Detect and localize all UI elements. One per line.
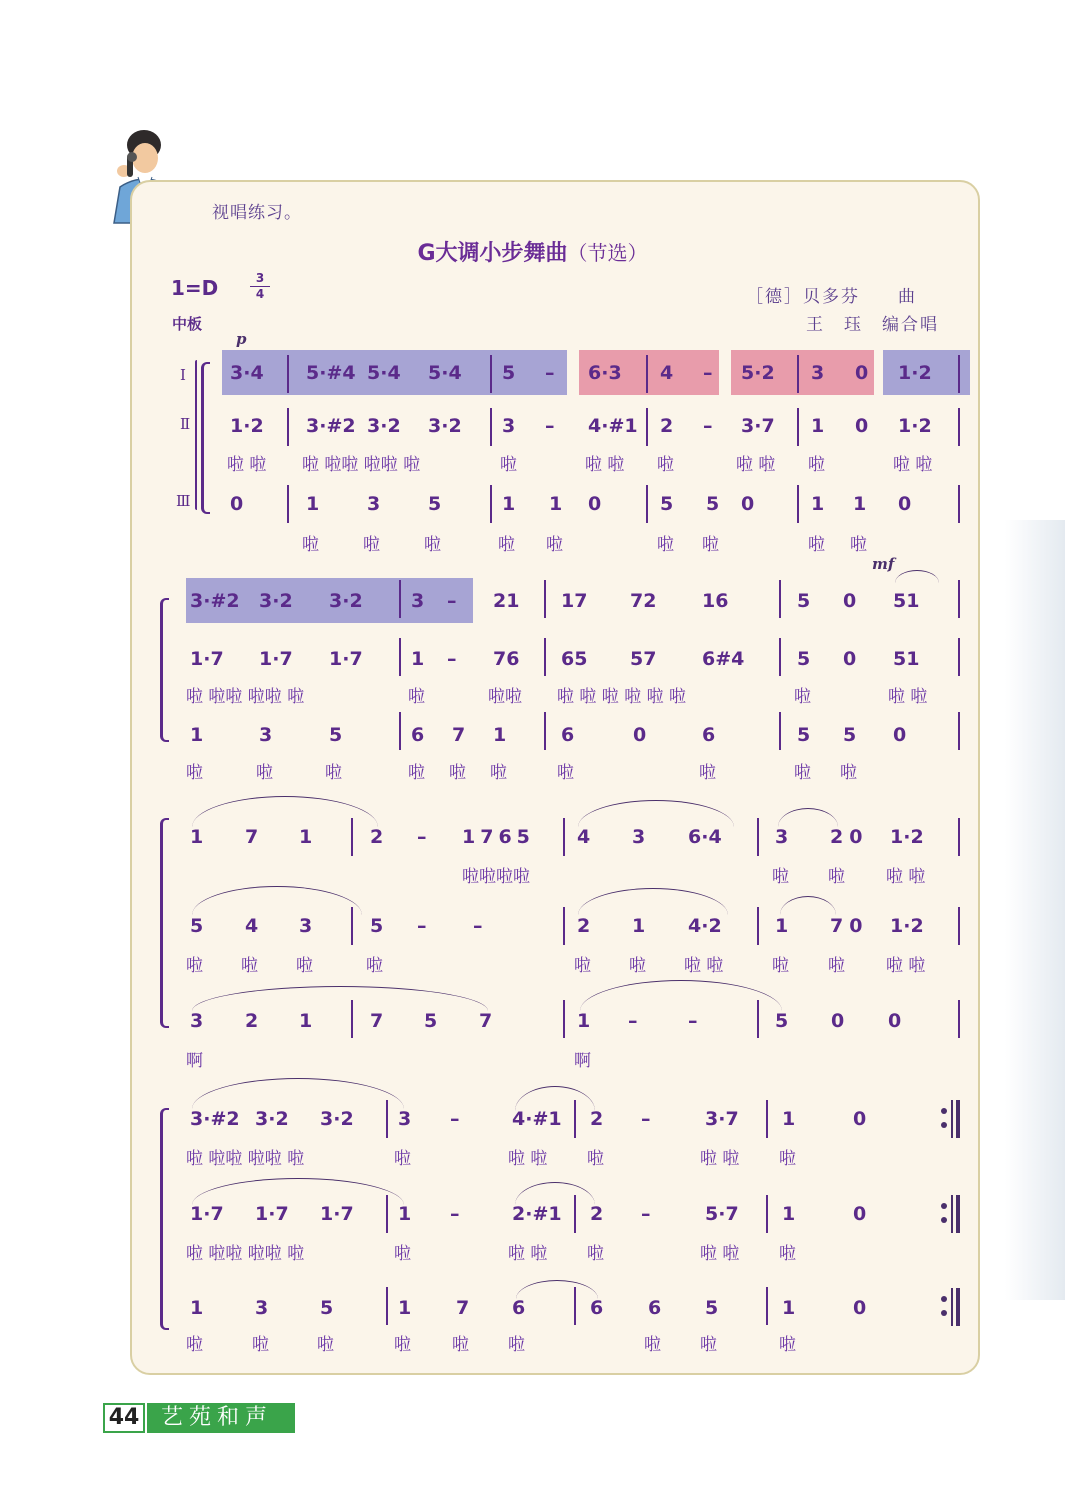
note: 1 xyxy=(299,1010,313,1032)
song-title-suffix: （节选） xyxy=(567,241,648,265)
note: 3·2 xyxy=(428,415,462,437)
lyric: 啦 啦 xyxy=(886,867,926,887)
time-signature-top: 3 xyxy=(255,271,265,285)
note: – xyxy=(703,415,713,437)
barline xyxy=(646,485,648,523)
note: 1 xyxy=(190,1297,204,1319)
note: 1 xyxy=(398,1203,412,1225)
lyric: 啊 xyxy=(574,1051,591,1071)
lyric: 啦 啦 xyxy=(886,956,926,976)
note: 2·#1 xyxy=(512,1203,562,1225)
note: 5 xyxy=(797,648,811,670)
system-brace xyxy=(160,598,169,742)
lyric: 啦 xyxy=(772,867,789,887)
lyric: 啦 xyxy=(546,535,563,555)
barline xyxy=(646,408,648,446)
note: 1·7 xyxy=(320,1203,354,1225)
note: 1 xyxy=(190,826,204,848)
intro-text: 视唱练习。 xyxy=(212,203,302,223)
barline xyxy=(490,355,492,393)
lyric: 啦 xyxy=(408,763,425,783)
note: 5 xyxy=(797,590,811,612)
barline xyxy=(757,818,759,856)
note: 1 xyxy=(493,724,507,746)
note: 1765 xyxy=(462,826,535,848)
note: 70 xyxy=(830,915,869,937)
note: 3 xyxy=(367,493,381,515)
note: – xyxy=(545,362,555,384)
lyric: 啦 xyxy=(657,455,674,475)
barline xyxy=(399,638,401,676)
note: – xyxy=(641,1203,651,1225)
lyric: 啦 啦啦 啦啦 啦 xyxy=(302,455,421,475)
note: 6 xyxy=(648,1297,662,1319)
note: 4·#1 xyxy=(512,1108,562,1130)
lyric: 啦 啦啦 啦啦 啦 xyxy=(186,1244,305,1264)
note: 1·7 xyxy=(259,648,293,670)
lyric: 啦 xyxy=(779,1244,796,1264)
note: 1 xyxy=(411,648,425,670)
lyric: 啦 xyxy=(772,956,789,976)
note: – xyxy=(641,1108,651,1130)
lyric: 啦 xyxy=(241,956,258,976)
lyric: 啦 啦 xyxy=(684,956,724,976)
voice-label-1: Ⅰ xyxy=(180,366,186,384)
lyric: 啦 xyxy=(394,1335,411,1355)
note: 3·2 xyxy=(367,415,401,437)
barline xyxy=(766,1195,768,1233)
lyric: 啦 xyxy=(252,1335,269,1355)
system-brace xyxy=(160,818,169,1028)
lyric: 啦 xyxy=(424,535,441,555)
note: 5·2 xyxy=(741,362,775,384)
song-title xyxy=(0,236,1065,267)
note: 0 xyxy=(853,1108,867,1130)
note: 3 xyxy=(299,915,313,937)
note: 51 xyxy=(893,590,920,612)
lyric: 啦 xyxy=(779,1149,796,1169)
barline xyxy=(399,712,401,750)
note: 21 xyxy=(493,590,520,612)
note: 5·4 xyxy=(428,362,462,384)
note: 51 xyxy=(893,648,920,670)
note: 7 xyxy=(479,1010,493,1032)
lyric: 啦 xyxy=(452,1335,469,1355)
note: 3·#2 xyxy=(306,415,356,437)
barline xyxy=(287,355,289,393)
note: 4 xyxy=(245,915,259,937)
barline xyxy=(797,485,799,523)
barline xyxy=(490,485,492,523)
note: 5 xyxy=(329,724,343,746)
barline xyxy=(386,1287,388,1325)
note: – xyxy=(545,415,555,437)
lyric: 啦 xyxy=(779,1335,796,1355)
barline xyxy=(766,1287,768,1325)
barline xyxy=(958,355,960,393)
lyric: 啦 xyxy=(828,867,845,887)
note: – xyxy=(447,590,457,612)
note: 0 xyxy=(588,493,602,515)
section-name: 艺苑和声 xyxy=(147,1403,295,1433)
note: 3 xyxy=(255,1297,269,1319)
barline xyxy=(766,1100,768,1138)
barline xyxy=(958,485,960,523)
note: – xyxy=(447,648,457,670)
barline xyxy=(958,1000,960,1038)
note: 16 xyxy=(702,590,729,612)
lyric: 啦 啦 xyxy=(585,455,625,475)
note: 5 xyxy=(370,915,384,937)
barline xyxy=(351,1000,353,1038)
note: 65 xyxy=(561,648,588,670)
note: 17 xyxy=(561,590,588,612)
lyric: 啦 xyxy=(366,956,383,976)
note: 5 xyxy=(705,1297,719,1319)
page-edge-shadow xyxy=(1005,520,1065,1300)
note: 1 xyxy=(811,493,825,515)
lyric: 啦 xyxy=(394,1149,411,1169)
lyric: 啦 xyxy=(850,535,867,555)
lyric: 啦 xyxy=(828,956,845,976)
note: 1 xyxy=(775,915,789,937)
note: 4 xyxy=(660,362,674,384)
page-number: 44 xyxy=(103,1403,145,1433)
barline xyxy=(386,1100,388,1138)
note: 1·7 xyxy=(190,648,224,670)
repeat-sign-icon xyxy=(938,1286,962,1328)
note: 5·7 xyxy=(705,1203,739,1225)
lyric: 啊 xyxy=(186,1051,203,1071)
barline xyxy=(351,907,353,945)
lyric: 啦 啦 xyxy=(888,687,928,707)
voice-label-3: Ⅲ xyxy=(176,492,191,510)
lyric: 啦 xyxy=(394,1244,411,1264)
note: 1 xyxy=(782,1297,796,1319)
note: 1 xyxy=(782,1108,796,1130)
barline xyxy=(797,355,799,393)
note: – xyxy=(703,362,713,384)
note: 7 xyxy=(370,1010,384,1032)
lyric: 啦 xyxy=(657,535,674,555)
note: 6·3 xyxy=(588,362,622,384)
note: 1 xyxy=(190,724,204,746)
note: 6 xyxy=(411,724,425,746)
note: 2 xyxy=(660,415,674,437)
note: 3·2 xyxy=(329,590,363,612)
note: 1 xyxy=(577,1010,591,1032)
note: 0 xyxy=(898,493,912,515)
note: 3 xyxy=(632,826,646,848)
time-signature-bottom: 4 xyxy=(255,287,265,301)
note: 5·#4 xyxy=(306,362,356,384)
lyric: 啦 xyxy=(699,763,716,783)
note: 3·4 xyxy=(230,362,264,384)
lyric: 啦 xyxy=(317,1335,334,1355)
note: 1 xyxy=(811,415,825,437)
note: 0 xyxy=(853,1297,867,1319)
note: 1 xyxy=(502,493,516,515)
note: 3 xyxy=(811,362,825,384)
note: 1 xyxy=(549,493,563,515)
barline xyxy=(287,408,289,446)
barline xyxy=(351,818,353,856)
lyric: 啦 啦 xyxy=(736,455,776,475)
repeat-sign-icon xyxy=(938,1193,962,1235)
barline xyxy=(287,485,289,523)
barline xyxy=(544,580,546,618)
note: 2 xyxy=(590,1108,604,1130)
note: 1 xyxy=(853,493,867,515)
note: 0 xyxy=(855,362,869,384)
barline xyxy=(563,907,565,945)
note: 3·7 xyxy=(705,1108,739,1130)
dynamic-piano: p xyxy=(236,330,247,348)
barline xyxy=(574,1287,576,1325)
lyric: 啦啦 xyxy=(488,687,522,707)
note: 0 xyxy=(888,1010,902,1032)
lyric: 啦 xyxy=(449,763,466,783)
note: 4·2 xyxy=(688,915,722,937)
barline xyxy=(646,355,648,393)
barline xyxy=(958,907,960,945)
lyric: 啦 啦 xyxy=(700,1149,740,1169)
time-signature xyxy=(250,272,270,301)
lyric: 啦 xyxy=(186,763,203,783)
note: 3 xyxy=(259,724,273,746)
repeat-sign-icon xyxy=(938,1098,962,1140)
note: 2 xyxy=(577,915,591,937)
note: – xyxy=(450,1108,460,1130)
note: 5 xyxy=(797,724,811,746)
note: – xyxy=(417,826,427,848)
note: 57 xyxy=(630,648,657,670)
note: 6 xyxy=(590,1297,604,1319)
lyric: 啦 啦 xyxy=(227,455,267,475)
note: 0 xyxy=(843,590,857,612)
barline xyxy=(386,1195,388,1233)
system-brace xyxy=(201,362,210,514)
note: 5 xyxy=(706,493,720,515)
barline xyxy=(757,1000,759,1038)
lyric: 啦 xyxy=(557,763,574,783)
note: 7 xyxy=(456,1297,470,1319)
arranger-credit: 王 珏 编合唱 xyxy=(806,315,939,335)
lyric: 啦 xyxy=(629,956,646,976)
barline xyxy=(797,408,799,446)
note: 0 xyxy=(831,1010,845,1032)
lyric: 啦 xyxy=(644,1335,661,1355)
note: 6#4 xyxy=(702,648,745,670)
barline xyxy=(574,1195,576,1233)
note: 0 xyxy=(843,648,857,670)
note: 0 xyxy=(853,1203,867,1225)
note: 2 xyxy=(590,1203,604,1225)
lyric: 啦 xyxy=(794,687,811,707)
barline xyxy=(563,1000,565,1038)
note: 6 xyxy=(561,724,575,746)
lyric: 啦 xyxy=(700,1335,717,1355)
barline xyxy=(399,580,401,618)
lyric: 啦 xyxy=(186,1335,203,1355)
lyric: 啦 啦啦 啦啦 啦 xyxy=(186,687,305,707)
note: 6 xyxy=(512,1297,526,1319)
note: 3 xyxy=(502,415,516,437)
barline xyxy=(574,1100,576,1138)
barline xyxy=(958,408,960,446)
lyric: 啦 xyxy=(508,1335,525,1355)
note: 5 xyxy=(660,493,674,515)
note: 1 xyxy=(398,1297,412,1319)
note: 1·2 xyxy=(890,915,924,937)
lyric: 啦 啦 xyxy=(700,1244,740,1264)
note: – xyxy=(417,915,427,937)
barline xyxy=(563,818,565,856)
lyric: 啦 xyxy=(808,535,825,555)
barline xyxy=(779,712,781,750)
note: 1·2 xyxy=(898,415,932,437)
note: – xyxy=(473,915,483,937)
note: 1 xyxy=(299,826,313,848)
barline xyxy=(958,818,960,856)
note: 1·7 xyxy=(190,1203,224,1225)
note: 1·2 xyxy=(890,826,924,848)
note: 3 xyxy=(190,1010,204,1032)
lyric: 啦 啦 xyxy=(893,455,933,475)
key-signature: 1=D xyxy=(171,276,219,300)
note: 72 xyxy=(630,590,657,612)
lyric: 啦 xyxy=(840,763,857,783)
lyric: 啦 啦啦 啦啦 啦 xyxy=(186,1149,305,1169)
tempo-marking: 中板 xyxy=(172,315,203,333)
note: 0 xyxy=(893,724,907,746)
note: 2 xyxy=(245,1010,259,1032)
note: – xyxy=(688,1010,698,1032)
note: 3·7 xyxy=(741,415,775,437)
note: 76 xyxy=(493,648,520,670)
lyric: 啦 xyxy=(490,763,507,783)
note: 3 xyxy=(411,590,425,612)
lyric: 啦 xyxy=(256,763,273,783)
note: 3·2 xyxy=(259,590,293,612)
lyric: 啦 xyxy=(587,1244,604,1264)
lyric: 啦 xyxy=(296,956,313,976)
song-title-main: G大调小步舞曲 xyxy=(417,241,568,266)
note: 3·#2 xyxy=(190,590,240,612)
note: 5 xyxy=(843,724,857,746)
note: – xyxy=(450,1203,460,1225)
note: 7 xyxy=(452,724,466,746)
note: 5 xyxy=(424,1010,438,1032)
note: 0 xyxy=(855,415,869,437)
lyric: 啦 xyxy=(325,763,342,783)
note: 5 xyxy=(428,493,442,515)
note: 0 xyxy=(741,493,755,515)
lyric: 啦 xyxy=(363,535,380,555)
note: 5·4 xyxy=(367,362,401,384)
note: 6 xyxy=(702,724,716,746)
note: 1·7 xyxy=(255,1203,289,1225)
note: 1 xyxy=(632,915,646,937)
lyric: 啦 xyxy=(587,1149,604,1169)
barline xyxy=(490,408,492,446)
lyric: 啦 xyxy=(186,956,203,976)
note: 5 xyxy=(320,1297,334,1319)
system-brace xyxy=(160,1108,169,1330)
barline xyxy=(958,638,960,676)
note: 5 xyxy=(190,915,204,937)
voice-label-2: Ⅱ xyxy=(180,415,191,433)
barline xyxy=(544,712,546,750)
note: – xyxy=(628,1010,638,1032)
lyric: 啦 xyxy=(302,535,319,555)
note: 1 xyxy=(306,493,320,515)
lyric: 啦 xyxy=(794,763,811,783)
lyric: 啦 xyxy=(808,455,825,475)
note: 20 xyxy=(830,826,869,848)
note: 0 xyxy=(633,724,647,746)
lyric: 啦啦啦啦 xyxy=(462,867,530,887)
note: 6·4 xyxy=(688,826,722,848)
note: 3·2 xyxy=(255,1108,289,1130)
note: 1·2 xyxy=(898,362,932,384)
note: 3 xyxy=(398,1108,412,1130)
lyric: 啦 xyxy=(498,535,515,555)
note: 2 xyxy=(370,826,384,848)
lyric: 啦 啦 xyxy=(508,1244,548,1264)
lyric: 啦 啦 xyxy=(508,1149,548,1169)
lyric: 啦 xyxy=(500,455,517,475)
note: 1 xyxy=(782,1203,796,1225)
lyric: 啦 xyxy=(574,956,591,976)
system-line xyxy=(195,360,197,510)
note: 5 xyxy=(502,362,516,384)
note: 5 xyxy=(775,1010,789,1032)
note: 3 xyxy=(775,826,789,848)
barline xyxy=(544,638,546,676)
barline xyxy=(958,580,960,618)
lyric: 啦 xyxy=(702,535,719,555)
note: 4 xyxy=(577,826,591,848)
dynamic-mezzo-forte: mf xyxy=(872,555,895,573)
note: 0 xyxy=(230,493,244,515)
barline xyxy=(958,712,960,750)
lyric: 啦 xyxy=(408,687,425,707)
barline xyxy=(757,907,759,945)
note: 3·#2 xyxy=(190,1108,240,1130)
note: 4·#1 xyxy=(588,415,638,437)
note: 1·2 xyxy=(230,415,264,437)
barline xyxy=(779,638,781,676)
note: 1·7 xyxy=(329,648,363,670)
barline xyxy=(779,580,781,618)
lyric: 啦 啦 啦 啦 啦 啦 xyxy=(557,687,687,707)
composer-credit: ［德］贝多芬 曲 xyxy=(746,287,917,307)
note: 3·2 xyxy=(320,1108,354,1130)
note: 7 xyxy=(245,826,259,848)
